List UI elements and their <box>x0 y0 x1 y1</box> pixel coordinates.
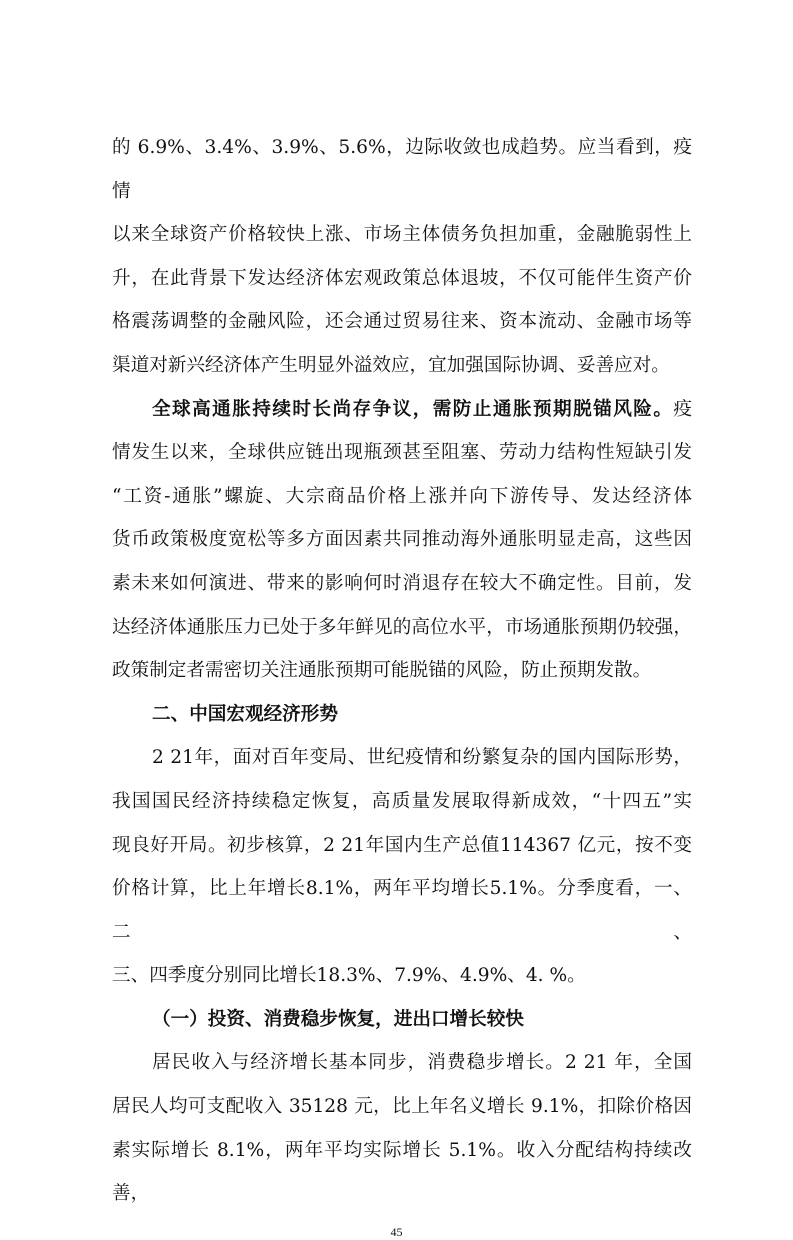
section-heading: 二、中国宏观经济形势 <box>152 703 338 725</box>
text-line: 居民人均可支配收入 35128 元，比上年名义增长 9.1%，扣除价格因 <box>112 1096 692 1118</box>
text-line: 素实际增长 8.1%，两年平均实际增长 5.1%。收入分配结构持续改善， <box>112 1139 692 1205</box>
document-body <box>112 126 692 1216</box>
text-line: 货币政策极度宽松等多方面因素共同推动海外通胀明显走高，这些因 <box>112 529 692 551</box>
text-line: 升，在此背景下发达经济体宏观政策总体退坡，不仅可能伴生资产价 <box>112 267 692 289</box>
text-line: 情发生以来，全球供应链出现瓶颈甚至阻塞、劳动力结构性短缺引发 <box>112 442 692 464</box>
text-line: 达经济体通胀压力已处于多年鲜见的高位水平，市场通胀预期仍较强， <box>112 616 692 638</box>
text-line: 2 21年，面对百年变局、世纪疫情和纷繁复杂的国内国际形势， <box>152 747 692 769</box>
text-line: 素未来如何演进、带来的影响何时消退存在较大不确定性。目前，发 <box>112 572 692 594</box>
text-line: 我国国民经济持续稳定恢复，高质量发展取得新成效，“十四五”实 <box>112 790 692 812</box>
text-line: 三、四季度分别同比增长18.3%、7.9%、4.9%、4. %。 <box>112 965 586 987</box>
subsection-heading: （一）投资、消费稳步恢复，进出口增长较快 <box>152 1008 524 1030</box>
bold-lead-sentence: 全球高通胀持续时长尚存争议，需防止通胀预期脱锚风险。 <box>152 398 674 420</box>
text-line: 格震荡调整的金融风险，还会通过贸易往来、资本流动、金融市场等 <box>112 311 692 333</box>
text-fragment: 疫 <box>673 398 692 420</box>
page-number: 45 <box>390 1225 403 1239</box>
text-line: 价格计算，比上年增长8.1%，两年平均增长5.1%。分季度看，一、二、 <box>112 878 692 943</box>
text-line: 渠道对新兴经济体产生明显外溢效应，宜加强国际协调、妥善应对。 <box>112 354 670 376</box>
text-line: 居民收入与经济增长基本同步，消费稳步增长。2 21 年，全国 <box>152 1052 692 1074</box>
text-line: 的 6.9%、3.4%、3.9%、5.6%，边际收敛也成趋势。应当看到，疫情 <box>112 137 692 202</box>
text-line: 政策制定者需密切关注通胀预期可能脱锚的风险，防止预期发散。 <box>112 660 652 682</box>
text-line: 以来全球资产价格较快上涨、市场主体债务负担加重，金融脆弱性上 <box>112 224 692 246</box>
paragraph-lead <box>112 388 692 432</box>
text-line: 现良好开局。初步核算，2 21年国内生产总值114367 亿元，按不变 <box>112 834 692 856</box>
text-line: “工资-通胀”螺旋、大宗商品价格上涨并向下游传导、发达经济体 <box>112 485 692 507</box>
